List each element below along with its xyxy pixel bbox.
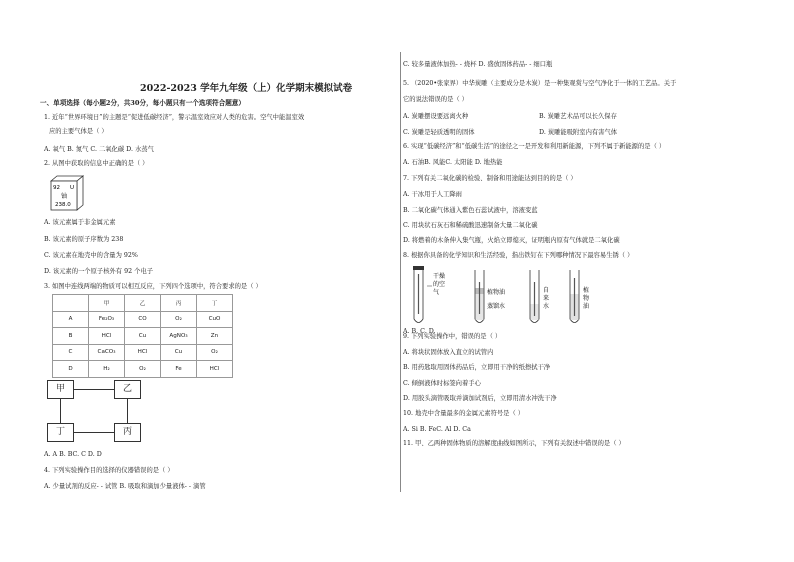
q8-stem: 8. 根据你具备的化学知识和生活经验，指出铁钉在下列哪种情况下最容易生锈（ ） — [403, 252, 634, 259]
q10-stem: 10. 地壳中含量最多的金属元素符号是（ ） — [403, 410, 525, 417]
uranium-element-card — [50, 175, 86, 213]
q9-option-c: C. 倾倒液体时标签向着手心 — [403, 380, 481, 387]
q5-option-b: B. 炭雕艺术品可以长久保存 — [539, 113, 617, 120]
q8-options: A. B. C. D. — [403, 328, 436, 335]
q9-option-b: B. 用药匙取用固体药品后，立即用干净的纸擦拭干净 — [403, 364, 551, 371]
q3-stem: 3. 如图中连线两端的物质可以相互反应，下列四个选项中，符合要求的是（ ） — [44, 283, 262, 290]
q2-stem: 2. 从图中获取的信息中正确的是（ ） — [44, 160, 149, 167]
table-row: D H₂ O₂ Fe HCl — [53, 361, 233, 378]
q5-option-d: D. 炭雕能吸附室内有害气体 — [539, 129, 618, 136]
element-symbol: U — [70, 185, 75, 191]
label-a: 干燥的空气 — [433, 273, 446, 296]
diagram-line-top — [72, 389, 115, 390]
table-row: A Fe₂O₃ CO O₂ CuO — [53, 311, 233, 328]
q11-stem: 11. 甲、乙两种固体物质的溶解度曲线如图所示，下列有关叙述中错误的是（ ） — [403, 440, 625, 447]
diagram-box-yi: 乙 — [114, 380, 141, 399]
q2-option-a: A. 该元素属于非金属元素 — [44, 219, 116, 226]
label-c: 自来水 — [543, 287, 550, 310]
q4-option-c: C. 较多量液体加热- - 烧杯 D. 盛放固体药品- - 细口瓶 — [403, 61, 553, 68]
q7-option-c: C. 用块状石灰石和稀硫酸迅速制备大量二氧化碳 — [403, 222, 538, 229]
q2-option-d: D. 该元素的一个原子核外有 92 个电子 — [44, 268, 153, 275]
q2-option-b: B. 该元素的原子序数为 238 — [44, 236, 124, 243]
element-number: 92 — [53, 185, 60, 191]
diagram-line-right — [127, 398, 128, 423]
q9-stem: 9. 下列实验操作中，错误的是（ ） — [403, 333, 502, 340]
q1-stem-line2: 应的主要气体是（ ） — [49, 128, 108, 135]
label-b2: 蒸馏水 — [487, 303, 506, 310]
q5-stem: 5. （2020•张家界）中华炭雕（主要成分是木炭）是一种集观赏与空气净化于一体的工艺品。关于 — [403, 80, 677, 87]
table-row: B HCl Cu AgNO₃ Zn — [53, 328, 233, 345]
diagram-box-ding: 丁 — [47, 423, 74, 442]
label-b1: 植物油 — [487, 289, 506, 296]
q5-option-c: C. 炭雕是轻质透明的固体 — [403, 129, 475, 136]
q5-stem-line2: 它的说法错误的是（ ） — [403, 96, 468, 103]
q9-option-d: D. 用胶头滴管吸取并滴加试剂后，立即用清水冲洗干净 — [403, 395, 557, 402]
element-mass: 238.0 — [55, 202, 71, 208]
q3-table — [52, 294, 233, 378]
element-name: 铀 — [61, 193, 68, 200]
section-heading: 一、单项选择（每小题2分，共30分，每小题只有一个选项符合题意） — [40, 99, 245, 107]
q6-stem: 6. 实现“低碳经济”和“低碳生活”的途径之一是开发和利用新能源，下列不属于新能源的是（ ） — [403, 143, 666, 150]
q5-option-a: A. 炭雕摆设要远离火种 — [403, 113, 469, 120]
q3-options: A. A B. BC. C D. D — [44, 451, 102, 458]
q9-option-a: A. 将块状固体放入直立的试管内 — [403, 349, 494, 356]
diagram-box-bing: 丙 — [114, 423, 141, 442]
table-row: 甲 乙 丙 丁 — [53, 295, 233, 312]
diagram-box-jia: 甲 — [47, 380, 74, 399]
q7-option-b: B. 二氧化碳气体通入紫色石蕊试液中，溶液变蓝 — [403, 207, 538, 214]
q1-options: A. 氧气 B. 氮气 C. 二氧化碳 D. 水蒸气 — [44, 146, 154, 153]
diagram-line-bottom — [72, 432, 115, 433]
q7-stem: 7. 下列有关二氧化碳的检验、制备和用途能达到目的的是（ ） — [403, 175, 577, 182]
q6-options: A. 石油B. 风能C. 太阳能 D. 地热能 — [403, 159, 503, 166]
q4-option-a: A. 少量试剂的反应- - 试管 B. 吸取和滴加少量液体- - 滴管 — [44, 483, 206, 490]
diagram-line-left — [60, 398, 61, 423]
table-row: C CaCO₃ HCl Cu O₂ — [53, 344, 233, 361]
q1-stem-line1: 1. 近年“世界环境日”的主题是“促进低碳经济”，警示温室效应对人类的危害。空气中能温室效 — [44, 114, 305, 121]
column-divider — [400, 52, 401, 492]
q8-test-tubes — [405, 264, 615, 328]
q10-options: A. Si B. FeC. Al D. Ca — [403, 426, 471, 433]
label-d: 植物油 — [583, 287, 590, 310]
q7-option-d: D. 将燃着的木条伸入集气瓶，火焰立即熄灭，证明瓶内原有气体就是二氧化碳 — [403, 237, 620, 244]
q4-stem: 4. 下列实验操作目的选择的仪器错误的是（ ） — [44, 467, 174, 474]
q2-option-c: C. 该元素在地壳中的含量为 92% — [44, 252, 138, 259]
stopper-a — [413, 266, 424, 270]
q7-option-a: A. 干冰用于人工降雨 — [403, 191, 462, 198]
page-title: 2022-2023 学年九年级（上）化学期末模拟试卷 — [140, 83, 353, 94]
